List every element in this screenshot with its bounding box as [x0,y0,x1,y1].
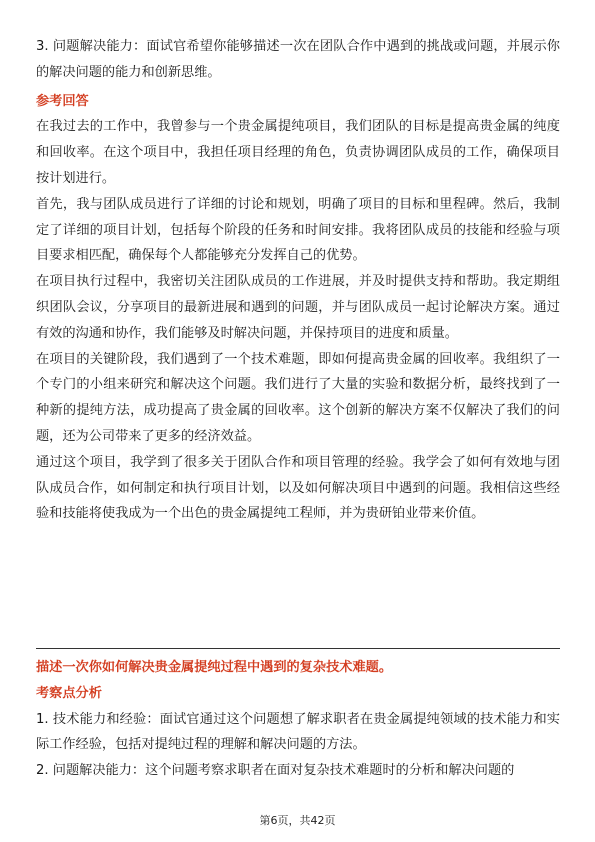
analysis-heading: 考察点分析 [36,685,102,701]
evaluation-point-3: 3. 问题解决能力：面试官希望你能够描述一次在团队合作中遇到的挑战或问题，并展示你的解决问题的能力和创新思维。 [36,39,560,80]
section-teamwork-answer [36,34,560,527]
answer-paragraph-2: 首先，我与团队成员进行了详细的讨论和规划，明确了项目的目标和里程碑。然后，我制定了详细的项目计划，包括每个阶段的任务和时间安排。我将团队成员的技能和经验与项目要求相匹配，确保每个人都能够充分发挥自己的优势。 [36,196,560,264]
analysis-point-1: 1. 技术能力和经验：面试官通过这个问题想了解求职者在贵金属提纯领域的技术能力和实际工作经验，包括对提纯过程的理解和解决问题的方法。 [36,711,560,753]
section-technical-question [36,655,560,784]
answer-paragraph-3: 在项目执行过程中，我密切关注团队成员的工作进展，并及时提供支持和帮助。我定期组织团队会议，分享项目的最新进展和遇到的问题，并与团队成员一起讨论解决方案。通过有效的沟通和协作，我们能够及时解决问题，并保持项目的进度和质量。 [36,274,560,341]
answer-paragraph-1: 在我过去的工作中，我曾参与一个贵金属提纯项目，我们团队的目标是提高贵金属的纯度和回收率。在这个项目中，我担任项目经理的角色，负责协调团队成员的工作，确保项目按计划进行。 [36,119,560,186]
reference-answer-heading: 参考回答 [36,93,89,109]
section-divider [36,648,560,649]
answer-paragraph-5: 通过这个项目，我学到了很多关于团队合作和项目管理的经验。我学会了如何有效地与团队成员合作，如何制定和执行项目计划，以及如何解决项目中遇到的问题。我相信这些经验和技能将使我成为一个出色的贵金属提纯工程师，并为贵研铂业带来价值。 [36,454,560,522]
page-number: 第6页，共42页 [259,814,336,827]
answer-paragraph-4: 在项目的关键阶段，我们遇到了一个技术难题，即如何提高贵金属的回收率。我组织了一个专门的小组来研究和解决这个问题。我们进行了大量的实验和数据分析，最终找到了一种新的提纯方法，成功提高了贵金属的回收率。这个创新的解决方案不仅解决了我们的问题，还为公司带来了更多的经济效益。 [36,351,560,444]
interview-question: 描述一次你如何解决贵金属提纯过程中遇到的复杂技术难题。 [36,660,393,675]
analysis-point-2: 2. 问题解决能力：这个问题考察求职者在面对复杂技术难题时的分析和解决问题的 [36,763,515,779]
